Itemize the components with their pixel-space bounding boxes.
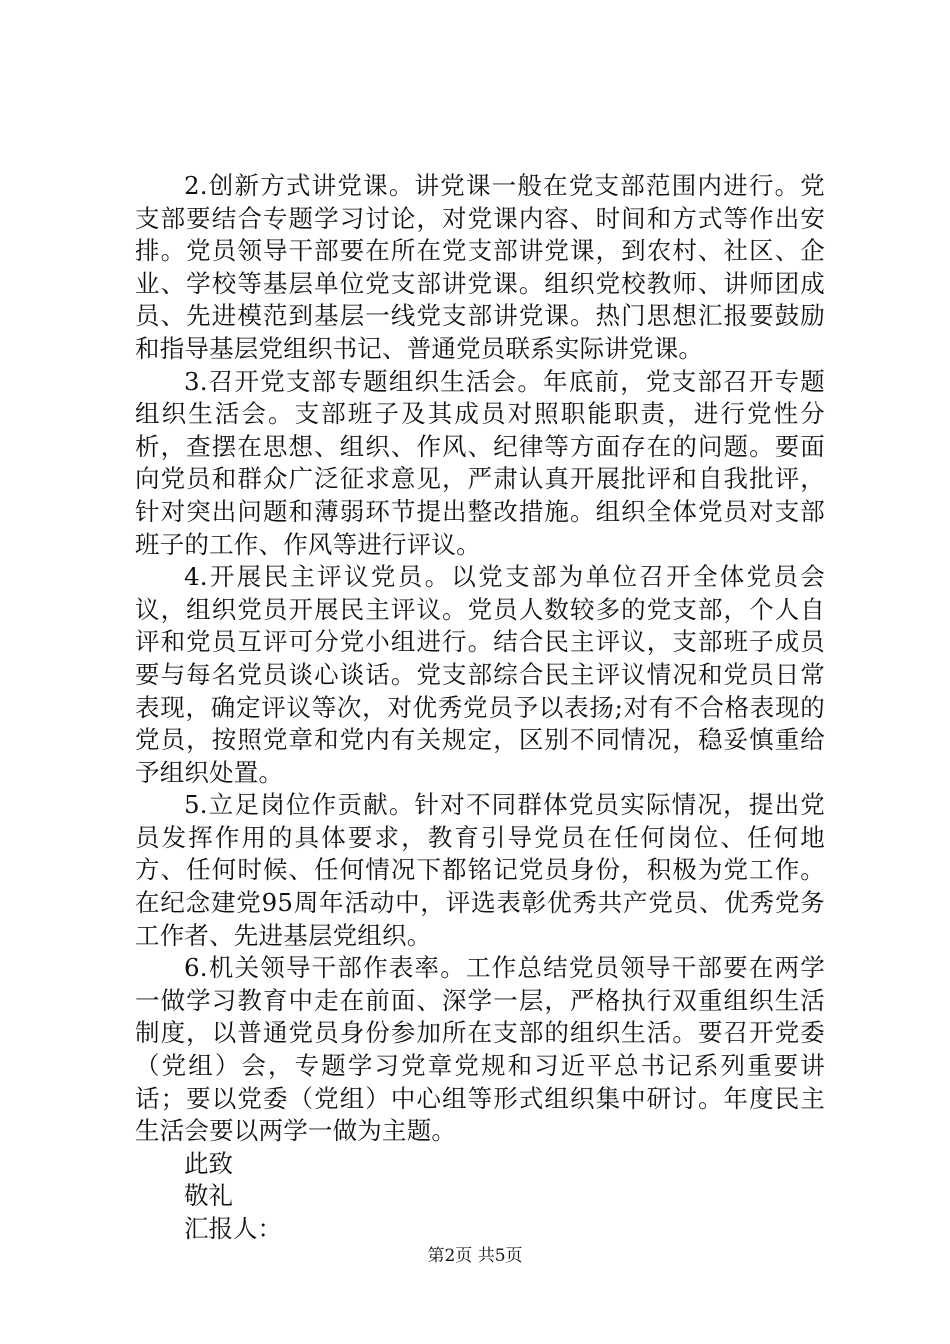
closing-salutation: 此致 [184,1148,233,1178]
page-number-footer: 第2页 共5页 [427,1246,523,1266]
closing-regards: 敬礼 [184,1181,233,1211]
paragraph-6: 6.机关领导干部作表率。工作总结党员领导干部要在两学一做学习教育中走在前面、深学一层，严格执行双重组织生活制度，以普通党员身份参加所在支部的组织生活。要召开党委（党组）会，专题学习党章党规和习近平总书记系列重要讲话；要以党委（党组）中心组等形式组织集中研讨。年度民主生活会要以两学一做为主题。 [135,953,825,1146]
paragraph-2: 2.创新方式讲党课。讲党课一般在党支部范围内进行。党支部要结合专题学习讨论，对党课内容、时间和方式等作出安排。党员领导干部要在所在党支部讲党课，到农村、社区、企业、学校等基层单位党支部讲党课。组织党校教师、讲师团成员、先进模范到基层一线党支部讲党课。热门思想汇报要鼓励和指导基层党组织书记、普通党员联系实际讲党课。 [135,171,825,363]
paragraph-5: 5.立足岗位作贡献。针对不同群体党员实际情况，提出党员发挥作用的具体要求，教育引导党员在任何岗位、任何地方、任何时候、任何情况下都铭记党员身份，积极为党工作。在纪念建党95周年活动中，评选表彰优秀共产党员、优秀党务工作者、先进基层党组织。 [135,790,825,950]
document-body [135,170,825,1246]
paragraph-4: 4.开展民主评议党员。以党支部为单位召开全体党员会议，组织党员开展民主评议。党员人数较多的党支部，个人自评和党员互评可分党小组进行。结合民主评议，支部班子成员要与每名党员谈心谈话。党支部综合民主评议情况和党员日常表现，确定评议等次，对优秀党员予以表扬;对有不合格表现的党员，按照党章和党内有关规定，区别不同情况，稳妥慎重给予组织处置。 [135,562,825,787]
reporter-signature-line: 汇报人： [184,1214,282,1243]
paragraph-3: 3.召开党支部专题组织生活会。年底前，党支部召开专题组织生活会。支部班子及其成员对照职能职责，进行党性分析，查摆在思想、组织、作风、纪律等方面存在的问题。要面向党员和群众广泛征求意见，严肃认真开展批评和自我批评，针对突出问题和薄弱环节提出整改措施。组织全体党员对支部班子的工作、作风等进行评议。 [135,366,825,559]
